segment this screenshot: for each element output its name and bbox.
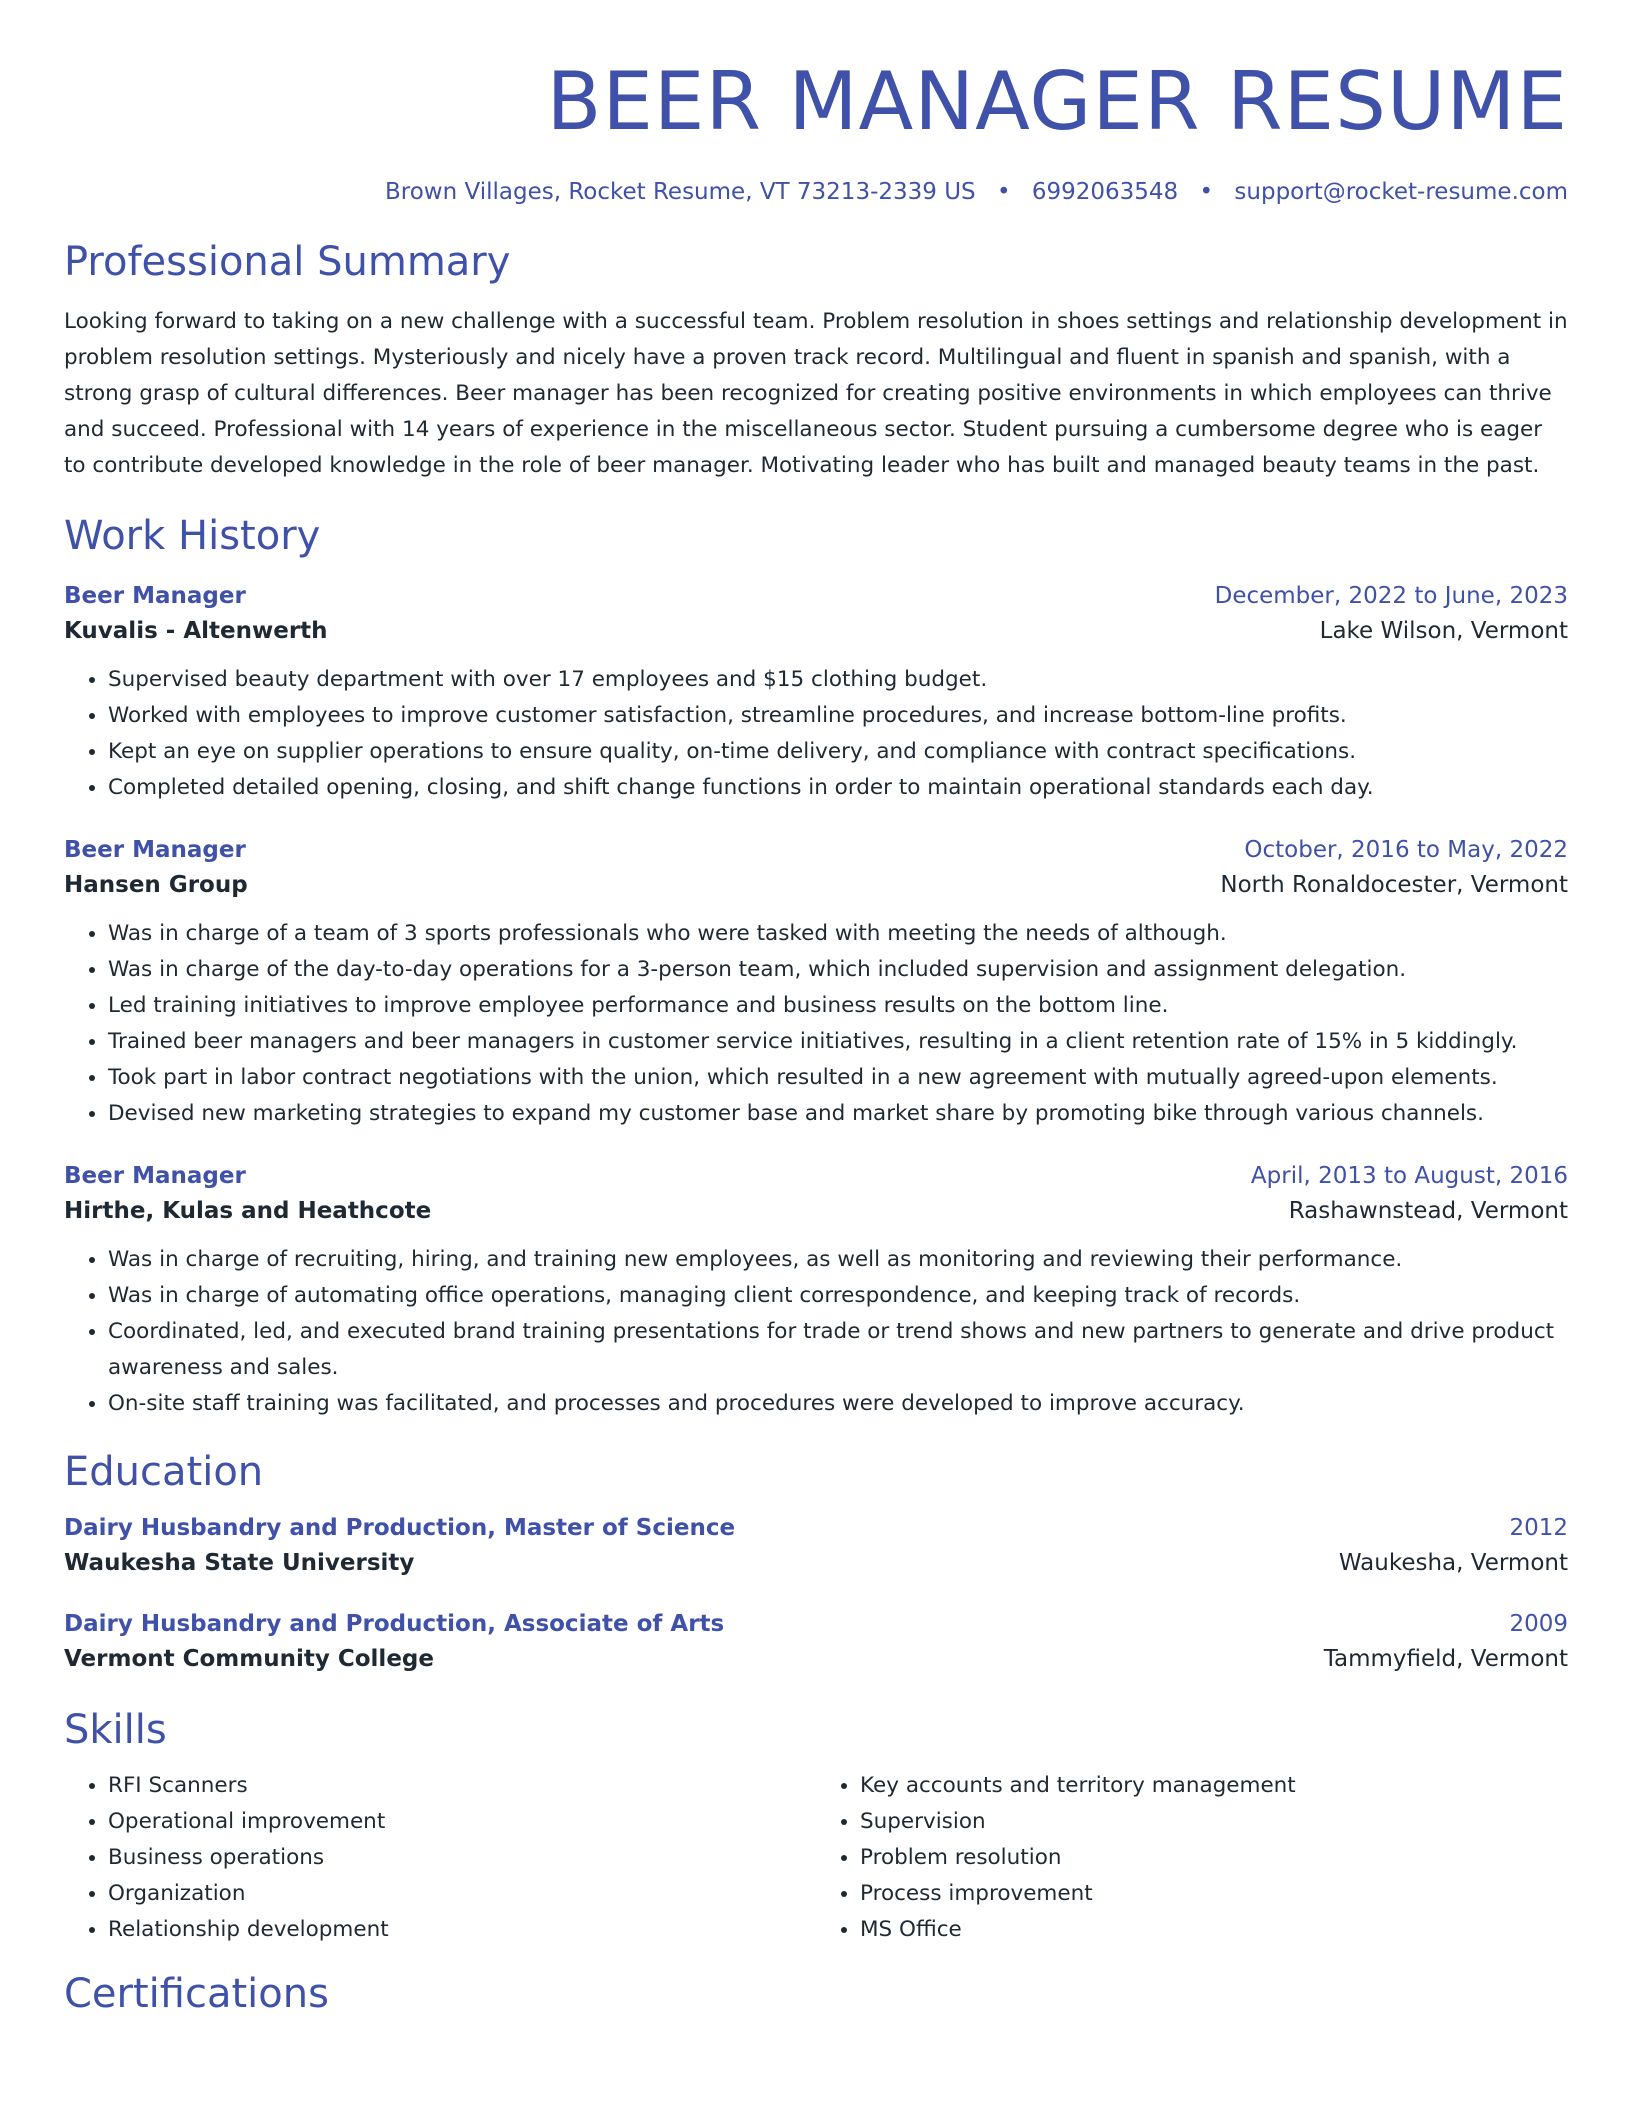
job-bullet: • On-site staff training was facilitated, and processes and procedures were developed to improve accuracy. [108,1386,1568,1422]
next-section-heading: Certifications [64,1971,329,2017]
skills-heading: Skills [64,1707,167,1753]
education-school: Vermont Community College [64,1646,434,1672]
skill-item: • Process improvement [860,1876,1568,1912]
education-degree: Dairy Husbandry and Production, Master of Science [64,1515,736,1541]
skill-item: • Operational improvement [108,1804,816,1840]
skills-column-right [816,1768,1568,1948]
job-bullet: • Trained beer managers and beer managers in customer service initiatives, resulting in a client retention rate of 15% in 5 kiddingly. [108,1024,1568,1060]
education-location: Tammyfield, Vermont [1323,1646,1568,1672]
contact-separator: • [996,179,1011,205]
education-location: Waukesha, Vermont [1338,1550,1568,1576]
education-entry [64,1512,1568,1582]
job-bullet: • Was in charge of a team of 3 sports professionals who were tasked with meeting the needs of although. [108,916,1568,952]
job-dates: December, 2022 to June, 2023 [1214,583,1568,609]
job-bullet: • Took part in labor contract negotiations with the union, which resulted in a new agreement with mutually agreed-upon elements. [108,1060,1568,1096]
skills-grid [64,1768,1568,1948]
job-entry [64,834,1568,1132]
skill-item: • Problem resolution [860,1840,1568,1876]
job-role: Beer Manager [64,1163,246,1189]
contact-address: Brown Villages, Rocket Resume, VT 73213-2339 US [384,179,976,205]
education-year: 2009 [1509,1611,1568,1637]
job-bullet: • Kept an eye on supplier operations to ensure quality, on-time delivery, and compliance with contract specifications. [108,734,1568,770]
job-bullet: • Coordinated, led, and executed brand training presentations for trade or trend shows and new partners to generate and drive product awareness and sales. [108,1314,1568,1386]
summary-heading: Professional Summary [64,239,511,285]
work-history-heading: Work History [64,513,321,559]
summary-text: Looking forward to taking on a new challenge with a successful team. Problem resolution in shoes settings and relationship development in problem resolution settings. Mysteriously and nicely have a proven track record. Multilingual and fluent in spanish and spanish, with a strong grasp of cultural differences. Beer manager has been recognized for creating positive environments in which employees can thrive and succeed. Professional with 14 years of experience in the miscellaneous sector. Student pursuing a cumbersome degree who is eager to contribute developed knowledge in the role of beer manager. Motivating leader who has built and managed beauty teams in the past. [64,309,1568,478]
education-entry [64,1608,1568,1678]
skill-item: • Supervision [860,1804,1568,1840]
skills-column-left [64,1768,816,1948]
resume-title: BEER MANAGER RESUME [546,55,1568,148]
job-entry [64,580,1568,806]
job-location: Rashawnstead, Vermont [1288,1198,1568,1224]
skill-item: • MS Office [860,1912,1568,1948]
contact-line [64,176,1568,208]
education-degree: Dairy Husbandry and Production, Associate of Arts [64,1611,725,1637]
job-bullet: • Completed detailed opening, closing, and shift change functions in order to maintain operational standards each day. [108,770,1568,806]
job-location: Lake Wilson, Vermont [1319,618,1568,644]
skill-item: • Organization [108,1876,816,1912]
job-entry [64,1160,1568,1422]
contact-email[interactable]: support@rocket-resume.com [1234,179,1568,205]
job-bullet: • Worked with employees to improve customer satisfaction, streamline procedures, and increase bottom-line profits. [108,698,1568,734]
job-bullet: • Led training initiatives to improve employee performance and business results on the bottom line. [108,988,1568,1024]
job-company: Hansen Group [64,872,248,898]
skill-item: • Key accounts and territory management [860,1768,1568,1804]
resume-page [64,0,1568,2112]
skill-item: • RFI Scanners [108,1768,816,1804]
job-location: North Ronaldocester, Vermont [1220,872,1568,898]
skills-list [816,1768,1568,1948]
contact-separator: • [1199,179,1214,205]
job-bullet: • Supervised beauty department with over 17 employees and $15 clothing budget. [108,662,1568,698]
education-school: Waukesha State University [64,1550,415,1576]
job-bullet: • Was in charge of the day-to-day operations for a 3-person team, which included supervision and assignment delegation. [108,952,1568,988]
contact-phone: 6992063548 [1031,179,1179,205]
skill-item: • Relationship development [108,1912,816,1948]
job-bullets [64,662,1568,806]
job-dates: October, 2016 to May, 2022 [1244,837,1568,863]
job-role: Beer Manager [64,583,246,609]
skills-list [64,1768,816,1948]
skill-item: • Business operations [108,1840,816,1876]
job-bullet: • Was in charge of automating office operations, managing client correspondence, and keeping track of records. [108,1278,1568,1314]
job-dates: April, 2013 to August, 2016 [1250,1163,1568,1189]
job-role: Beer Manager [64,837,246,863]
job-bullet: • Was in charge of recruiting, hiring, and training new employees, as well as monitoring and reviewing their performance. [108,1242,1568,1278]
education-heading: Education [64,1449,264,1495]
job-bullets [64,916,1568,1132]
education-year: 2012 [1509,1515,1568,1541]
job-bullets [64,1242,1568,1422]
job-bullet: • Devised new marketing strategies to expand my customer base and market share by promoting bike through various channels. [108,1096,1568,1132]
job-company: Hirthe, Kulas and Heathcote [64,1198,432,1224]
job-company: Kuvalis - Altenwerth [64,618,328,644]
